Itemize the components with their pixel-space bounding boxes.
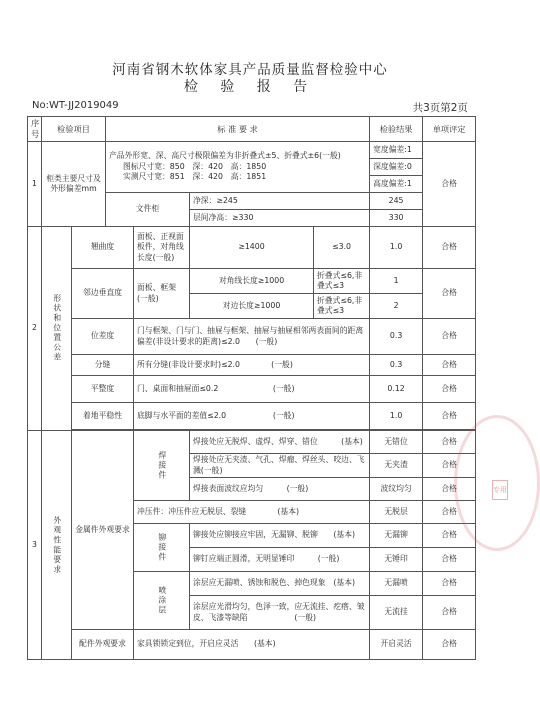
standard-cell: 焊接处应无夹渣、气孔、焊瘤、焊丝头、咬边、飞溅(一般) bbox=[190, 454, 370, 478]
verdict-cell: 合格 bbox=[423, 355, 476, 376]
table-row bbox=[28, 269, 476, 294]
report-number: No:WT-JJ2019049 bbox=[32, 100, 119, 111]
report-title: 检 验 报 告 bbox=[183, 79, 317, 95]
sub-item-cell: 位差度 bbox=[72, 319, 134, 355]
result-cell: 1.0 bbox=[370, 403, 423, 430]
col-seq: 序号 bbox=[28, 117, 42, 142]
standard-cell: 面板、正视面板件，对角线长度(一般) bbox=[134, 227, 190, 269]
rivet-label: 铆接件 bbox=[134, 524, 190, 572]
result-cell: 无脱层 bbox=[370, 501, 423, 524]
verdict-cell: 合格 bbox=[423, 431, 476, 454]
std-actual: 实测尺寸宽：851 深：420 高：1851 bbox=[123, 172, 267, 182]
acc-label: 配件外观要求 bbox=[72, 630, 134, 660]
result-cell: 高度偏差:1 bbox=[370, 176, 423, 193]
standard-cell: ≤3.0 bbox=[314, 227, 370, 269]
verdict-cell: 合格 bbox=[423, 548, 476, 572]
standard-cell: 对角线长度≥1000 bbox=[190, 269, 314, 294]
item-cell: 柜类主要尺寸及外形偏差mm bbox=[42, 142, 106, 227]
group-cell: 形状和位置公差 bbox=[42, 227, 72, 431]
verdict-cell: 合格 bbox=[423, 572, 476, 596]
standard-cell: 涂层应无漏喷、锈蚀和脱色、掉色现象 (基本) bbox=[190, 572, 370, 596]
verdict-cell: 合格 bbox=[423, 403, 476, 430]
result-cell: 开启灵活 bbox=[370, 630, 423, 660]
result-cell: 无流挂 bbox=[370, 596, 423, 630]
table-row bbox=[28, 319, 476, 355]
verdict-cell: 合格 bbox=[423, 142, 476, 227]
table-row bbox=[28, 355, 476, 376]
standard-cell: 折叠式≤6,非叠式≤3 bbox=[314, 294, 370, 319]
standard-cell: 家具锁锁定到位，开启应灵活 (基本) bbox=[134, 630, 370, 660]
result-cell: 无错位 bbox=[370, 431, 423, 454]
col-item: 检验项目 bbox=[42, 117, 106, 142]
result-cell: 波纹均匀 bbox=[370, 478, 423, 501]
table-row bbox=[28, 431, 476, 454]
seq-cell: 3 bbox=[28, 431, 42, 660]
seq-cell: 1 bbox=[28, 142, 42, 227]
table-row bbox=[28, 630, 476, 660]
sub-item-cell: 分缝 bbox=[72, 355, 134, 376]
page-info: 共3页第2页 bbox=[412, 102, 468, 114]
table-row bbox=[28, 376, 476, 403]
standard-cell: 折叠式≤6,非叠式≤3 bbox=[314, 269, 370, 294]
table-row bbox=[28, 403, 476, 430]
weld-label: 焊接件 bbox=[134, 431, 190, 501]
standard-cell bbox=[106, 142, 370, 193]
result-cell: 1.0 bbox=[370, 227, 423, 269]
seal-fragment: 专用 bbox=[492, 480, 508, 500]
col-verdict: 单项评定 bbox=[423, 117, 476, 142]
result-cell: 无夹渣 bbox=[370, 454, 423, 478]
sub-item-cell: 邻边垂直度 bbox=[72, 269, 134, 319]
col-standard: 标 准 要 求 bbox=[106, 117, 370, 142]
result-cell: 无锤印 bbox=[370, 548, 423, 572]
table-header bbox=[28, 117, 476, 142]
standard-cell: ≥1400 bbox=[190, 227, 314, 269]
verdict-cell: 合格 bbox=[423, 478, 476, 501]
standard-cell: 净深：≥245 bbox=[190, 193, 370, 210]
group-cell: 外观性能要求 bbox=[42, 431, 72, 660]
result-cell: 1 bbox=[370, 269, 423, 294]
result-cell: 无漏喷 bbox=[370, 572, 423, 596]
result-cell: 330 bbox=[370, 210, 423, 227]
result-cell: 宽度偏差:1 bbox=[370, 142, 423, 159]
standard-cell: 面板、框架(一般) bbox=[134, 269, 190, 319]
standard-cell: 涂层应光滑均匀，色泽一致，应无流挂、疙瘩、皱皮、飞漆等缺陷 (一般) bbox=[190, 596, 370, 630]
std-main: 产品外形宽、深、高尺寸极限偏差为非折叠式±5、折叠式±6(一般) bbox=[109, 151, 341, 161]
table-row bbox=[28, 227, 476, 269]
sub-item-cell: 翘曲度 bbox=[72, 227, 134, 269]
col-result: 检验结果 bbox=[370, 117, 423, 142]
sub-item-cell: 着地平稳性 bbox=[72, 403, 134, 430]
standard-cell: 底脚与水平面的差值≤2.0 (一般) bbox=[134, 403, 370, 430]
standard-cell: 铆接处应铆接应牢固，无漏铆、脱铆 (基本) bbox=[190, 524, 370, 548]
standard-cell: 铆钉应端正圆滑，无明显锤印 (一般) bbox=[190, 548, 370, 572]
verdict-cell: 合格 bbox=[423, 454, 476, 478]
verdict-cell: 合格 bbox=[423, 596, 476, 630]
result-cell: 0.12 bbox=[370, 376, 423, 403]
result-cell: 0.3 bbox=[370, 319, 423, 355]
result-cell: 无漏铆 bbox=[370, 524, 423, 548]
org-name: 河南省钢木软体家具产品质量监督检验中心 bbox=[112, 62, 388, 78]
result-cell: 0.3 bbox=[370, 355, 423, 376]
result-cell: 深度偏差:0 bbox=[370, 159, 423, 176]
verdict-cell: 合格 bbox=[423, 630, 476, 660]
seq-cell: 2 bbox=[28, 227, 42, 431]
standard-cell: 焊接处应无脱焊、虚焊、焊穿、错位 (基本) bbox=[190, 431, 370, 454]
table-row bbox=[28, 142, 476, 159]
std-design: 图标尺寸宽：850 深：420 高：1850 bbox=[123, 161, 267, 171]
standard-cell: 所有分缝(非设计要求时)≤2.0 (一般) bbox=[134, 355, 370, 376]
standard-cell: 对边长度≥1000 bbox=[190, 294, 314, 319]
sub-item-cell: 平整度 bbox=[72, 376, 134, 403]
standard-cell: 焊接表面波纹应均匀 (一般) bbox=[190, 478, 370, 501]
standard-cell: 冲压件：冲压件应无脱层、裂缝 (基本) bbox=[134, 501, 370, 524]
inspection-table bbox=[27, 116, 476, 660]
cabinet-label: 文件柜 bbox=[106, 193, 190, 227]
verdict-cell: 合格 bbox=[423, 227, 476, 269]
spray-label: 喷涂层 bbox=[134, 572, 190, 630]
verdict-cell: 合格 bbox=[423, 524, 476, 548]
standard-cell: 层间净高：≥330 bbox=[190, 210, 370, 227]
verdict-cell: 合格 bbox=[423, 319, 476, 355]
metal-label: 金属件外观要求 bbox=[72, 431, 134, 630]
verdict-cell: 合格 bbox=[423, 376, 476, 403]
result-cell: 245 bbox=[370, 193, 423, 210]
result-cell: 2 bbox=[370, 294, 423, 319]
standard-cell: 门、桌面和抽屉面≤0.2 (一般) bbox=[134, 376, 370, 403]
verdict-cell: 合格 bbox=[423, 501, 476, 524]
verdict-cell: 合格 bbox=[423, 269, 476, 319]
standard-cell: 门与框架、门与门、抽屉与框架、抽屉与抽屉相邻两表面间的距离偏差(非设计要求的距离)≤2.0 (一般) bbox=[134, 319, 370, 355]
